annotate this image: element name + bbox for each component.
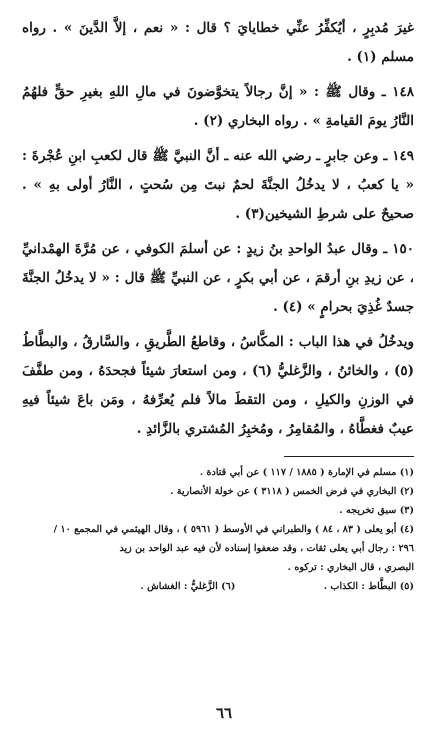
footnote-6: (٦) الزَّغليُّ : الغشاش . bbox=[140, 581, 236, 592]
hadith-150: ١٥٠ ـ وقال عبدُ الواحدِ بنُ زيدٍ : عن أسلمَ الكوفي ، عن مُرَّةَ الهمْدانيِّ ، عن زيدِ بنِ أرقمَ ، عن أبي بكرٍ ، عن النبيِّ ﷺ قال : « لا يدخُلُ الجنَّةَ جسدٌ غُذِيَ بحرامٍ » (٤) . bbox=[22, 241, 414, 315]
main-text bbox=[22, 14, 414, 444]
footnote-3: (٣) سبق تخريجه . bbox=[339, 505, 414, 516]
hadith-149: ١٤٩ ـ وعن جابرٍ ـ رضي الله عنه ـ أنَّ النبيَّ ﷺ قال لكعبِ ابنِ عُجْرةَ : « يا كعبُ ، لا يدخُلُ الجنَّةَ لحمٌ نبتَ مِن سُحتٍ ، النَّارُ أولى بهِ » . صحيحٌ على شرطِ الشيخين(٣) . bbox=[22, 148, 414, 222]
footnote-4-line-2: ٢٩٦ : رجال أبي يعلى ثقات ، وقد ضعفوا إسناده لأن فيه عبد الواحد بن زيد bbox=[119, 543, 414, 554]
footnote-1: (١) مسلم في الإمارة ( ١٨٨٥ / ١١٧ ) عن أبي قتادة . bbox=[199, 467, 414, 478]
footnote-5: (٥) البطَّاط : الكذاب . bbox=[323, 581, 414, 592]
footnote-2: (٢) البخاري في فرض الخمس ( ٣١١٨ ) عن خولة الأنصارية . bbox=[170, 486, 414, 497]
footnotes bbox=[22, 463, 414, 596]
page-number: ٦٦ bbox=[215, 704, 233, 722]
footnote-4-line-3: البصري ، قال البخاري : تركوه . bbox=[287, 562, 414, 573]
footnote-divider bbox=[284, 456, 414, 457]
footnote-5-6-row bbox=[22, 577, 414, 596]
footnote-4-line-1: (٤) أبو يعلى ( ٨٣ ، ٨٤ ) والطبراني في الأوسط ( ٥٩٦١ ) ، وقال الهيثمي في المجمع ١٠ / bbox=[53, 524, 414, 535]
hadith-148: ١٤٨ ـ وقال ﷺ : « إنَّ رجالاً يتخوَّضونَ في مالِ اللهِ بغيرِ حقٍّ فلهُمُ النَّارُ يومَ القيامةِ » . رواه البخاري (٢) . bbox=[22, 84, 414, 129]
chapter-inclusions: ويدخُلُ في هذا الباب : المكَّاسُ ، وقاطعُ الطَّريقِ ، والسَّارقُ ، والبطَّاطُ (٥) ، والخائنُ ، والزَّغليُّ (٦) ، ومن استعارَ شيئاً فجحدَهُ ، ومن طفَّفَ في الوزنِ والكيلِ ، ومن التقطَ مالاً فلم يُعرِّفهُ ، ومَن باعَ شيئاً فيهِ عيبٌ فغطَّاهُ ، والمُقامِرُ ، ومُخبِرُ المُشتري بالزَّائدِ . bbox=[22, 334, 414, 437]
paragraph-continuation: غيرَ مُدبِرٍ ، أيُكفِّرُ عنِّي خطايايَ ؟ قال : « نعم ، إلاَّ الدَّينَ » . رواه مسلم (١) . bbox=[22, 20, 414, 65]
